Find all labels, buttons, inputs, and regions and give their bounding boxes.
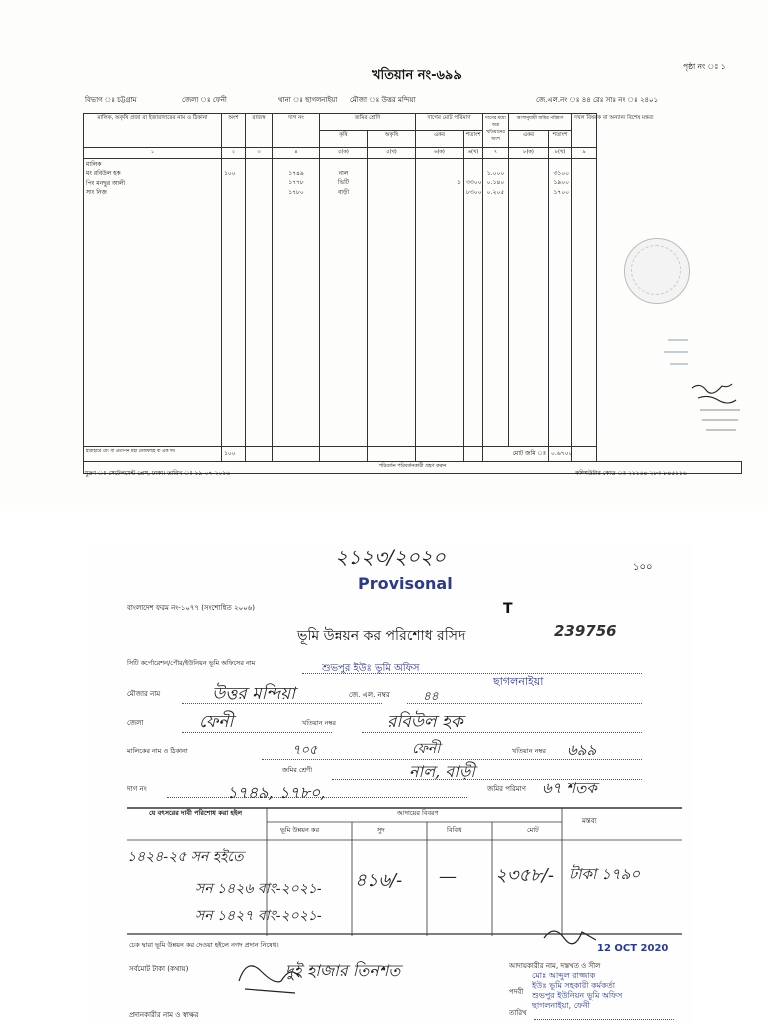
total-label: মোট জমি ঃ [483, 447, 549, 462]
share-area-value: ১৭০০ [553, 188, 570, 196]
payer-label: প্রদানকারীর নাম ও স্বাক্ষর [129, 1011, 199, 1019]
amount-words-value: দুই হাজার তিনশত [285, 961, 401, 980]
mouza-field: মৌজা ঃ উত্তর মন্দিয়া [350, 96, 416, 104]
header-remarks: দখল বিষয়ক বা অন্যান্য বিশেষ মন্তব্য [572, 114, 597, 148]
owner-address: সাং নিজ [86, 188, 107, 196]
date-label: তারিখ [509, 1009, 527, 1017]
share-cell [222, 159, 246, 447]
acre-value: ১ [457, 179, 462, 187]
dag-value: ১৭৪৯ [288, 170, 304, 177]
receipt-title: ভূমি উন্নয়ন কর পরিশোধ রসিদ [297, 628, 466, 644]
dag-value: ১৭৭৮ [288, 179, 304, 187]
collector-stamp-line: শুভপুর ইউনিয়ন ভূমি অফিস [532, 991, 623, 1000]
t-mark: T [503, 601, 513, 617]
hw-total-value: ২৩৫৮/- [495, 865, 554, 886]
col-num: ৫(খ) [368, 148, 416, 159]
payer-signature-icon [235, 951, 315, 1001]
share-area-value: ১৯০০ [553, 179, 570, 187]
owner-value: রবিউল হক [387, 712, 463, 732]
land-class-value: ভিটি [337, 179, 350, 187]
col-num: ৩ [246, 148, 273, 159]
mouza-label: মৌজার নাম [127, 690, 161, 698]
area-value: ৬৭ শতক [542, 779, 597, 797]
computer-code: কম্পিউটার কোড ঃ ২১১৫৪-২৮৩-৮৪৫১১৬ [575, 470, 687, 477]
tax-receipt [87, 543, 692, 1024]
non-agri-cell [368, 159, 416, 447]
acre-cell [416, 159, 464, 447]
collector-stamp-line: ছাগলনাইয়া, ফেনী [532, 1001, 590, 1010]
share-area-value: ৩১০০ [553, 170, 570, 177]
address-label: মালিকের নাম ও ঠিকানা [127, 747, 188, 755]
col-num: ৯ [572, 148, 597, 159]
col-num: ৭ [483, 148, 509, 159]
thana-field: থানা ঃ ছাগলনাইয়া [278, 96, 338, 104]
district-value: ফেনী [199, 712, 234, 732]
share-area-cell [549, 159, 572, 447]
dag-cell [273, 159, 320, 447]
mouza-value: উত্তর মন্দিয়া [212, 684, 296, 704]
provisional-stamp: Provisonal [358, 574, 453, 593]
land-class-value: বাড়ী [337, 188, 350, 196]
seal-stamp-icon [624, 238, 690, 304]
corner-mark: ১০০ [633, 562, 653, 573]
shatangsha-value: ৩৩০০ [466, 179, 482, 187]
owner-father: পিং মনছুর আলী [86, 179, 126, 187]
header-shatangsha-2: শতাংশ [549, 131, 572, 148]
header-non-agri: অকৃষি [368, 131, 416, 148]
jl-field: জে.এল.নং ঃ ৪৪ রেঃ সাঃ নং ঃ ২৪০১ [536, 96, 659, 104]
col-landtax-header: ভূমি উন্নয়ন কর [280, 826, 320, 834]
area-label: জমির পরিমাণ [487, 785, 526, 793]
initial-mark-icon [542, 923, 602, 943]
signature-annotation-icon [660, 330, 755, 440]
land-class-cell [320, 159, 368, 447]
owner-name: মং রবিউল হক [86, 170, 121, 178]
col-num: ৮(ক) [509, 148, 549, 159]
khatian-label: খতিয়ান নম্বর [512, 747, 546, 755]
col-interest-header: সুদ [377, 826, 385, 834]
col-num: ৬(ক) [416, 148, 464, 159]
hw-year-2: সন ১৪২৬ বাং-২০২১- [195, 881, 322, 897]
owner-cell [84, 159, 222, 447]
office-label: সিটি কর্পোরেশন/পৌর/ইউনিয়ন ভূমি অফিসের নাম [127, 659, 256, 667]
col-num: ২ [222, 148, 246, 159]
share-acre-cell [509, 159, 549, 447]
shatangsha-value: ৮৩০০ [466, 188, 482, 196]
total-row [84, 447, 742, 462]
hw-year-1: ১৪২৪-২৫ সন হইতে [127, 849, 244, 865]
print-info: মুদ্রণ ঃ সেটেলমেন্ট প্রেস, ঢাকা। তারিখ ঃ ১৯-০৭-২০১৬ [85, 470, 231, 477]
col-num: ৮(খ) [549, 148, 572, 159]
dag-label: দাগ নং [127, 785, 147, 793]
hw-tax-value: ৪১৬/- [355, 870, 403, 891]
revenue-cell [246, 159, 273, 447]
col-misc-header: বিবিধ [447, 826, 462, 834]
collector-label: আদায়কারীর নাম, দস্তখত ও সীল [509, 962, 601, 970]
division-field: বিভাগ ঃ চট্টগ্রাম [85, 96, 137, 104]
footer-share: ১০০ [222, 447, 246, 462]
upazila-value: ছাগলনাইয়া [493, 675, 544, 688]
collector-stamp-line: মোঃ আব্দুল রাজ্জাক [532, 971, 596, 980]
col-total-header: মোট [527, 826, 539, 834]
district-field: জেলা ঃ ফেনী [182, 96, 227, 104]
post-label: পদবী [509, 988, 524, 996]
district-label: জেলা [127, 719, 144, 727]
col-num: ৬(খ) [464, 148, 483, 159]
land-class-value: নাল, বাড়ী [409, 762, 475, 781]
page-number: পৃষ্ঠা নং ঃ ১ [683, 62, 726, 71]
handwritten-date: ২১২৩/২০২০ [335, 545, 446, 569]
land-class-value: নাল [338, 170, 349, 177]
header-agri: কৃষি [320, 131, 368, 148]
total-value: ০.৬৭০০ [549, 447, 572, 462]
header-land-class: জমির শ্রেণি [320, 114, 416, 131]
remarks-cell [572, 159, 597, 447]
hw-remarks-value: টাকা ১৭৯০ [569, 865, 641, 883]
header-acre-2: একর [509, 131, 549, 148]
column-number-row [84, 148, 742, 159]
header-share-in-dag: দাগের মধ্যে অত্র খতিয়ানের অংশ [483, 114, 509, 148]
header-share-area: অংশানুযায়ী জমির পরিমাণ [509, 114, 572, 131]
jl-value: ৪৪ [423, 689, 439, 703]
amount-words-label: সর্বমোট টাকা (কথায়) [129, 965, 189, 973]
table-content-row [84, 159, 742, 447]
collector-stamp [532, 971, 622, 1011]
footer-note: পরিবর্তন পরিবর্তনকারী গ্রহণ করুন [84, 462, 742, 474]
header-revenue: রাজস্ব [246, 114, 273, 148]
date-stamp: 12 OCT 2020 [597, 943, 669, 954]
owner-heading: মালিক [86, 161, 102, 168]
form-number: বাংলাদেশ ফরম নং-১০৭৭ (সংশোধিত ২০০৬) [127, 604, 255, 612]
shatangsha-cell [464, 159, 483, 447]
header-total-area: দাগের মোট পরিমাণ [416, 114, 483, 131]
col-demand-header: আদায়ের বিবরণ [397, 809, 439, 817]
khatian-value: ৬৯৯ [567, 741, 597, 759]
khatian-sheet [0, 0, 768, 505]
address-value: ৭০৫ [292, 743, 318, 758]
header-owner: মালিক, অকৃষি প্রজা বা ইজারাদারের নাম ও ঠিকানা [84, 114, 222, 148]
hw-year-3: সন ১৪২৭ বাং-২০২১- [195, 908, 322, 924]
khatian-title: খতিয়ান নং-৬৯৯ [372, 68, 462, 83]
jl-label: জে. এল. নম্বর [349, 691, 390, 699]
holding-label: খতিয়ান নম্বর [302, 719, 336, 727]
share-value: ১০০ [224, 170, 236, 177]
address-value-2: ফেনী [412, 741, 441, 757]
col-num: ১ [84, 148, 222, 159]
table-header-row [84, 114, 742, 131]
dag-value: ১৭৮০ [288, 188, 304, 196]
header-dag: দাগ নং [273, 114, 320, 148]
col-year-header: যে বৎসরের দাবী পরিশোধ করা হইল [149, 809, 243, 817]
share-in-dag-value: ০.২০৫ [486, 188, 505, 196]
dag-value: ১৭৪৯, ১৭৮০, [227, 783, 326, 802]
header-shatangsha: শতাংশ [464, 131, 483, 148]
col-num: ৫(ক) [320, 148, 368, 159]
header-acre: একর [416, 131, 464, 148]
header-share: অংশ [222, 114, 246, 148]
share-in-dag-value: ১.০০০ [486, 170, 505, 177]
collector-stamp-line: ইউঃ ভূমি সহকারী কর্মকর্তা [532, 981, 616, 990]
share-in-dag-value: ০.১৪০ [486, 179, 505, 187]
cheque-note: চেক দ্বারা ভূমি উন্নয়ন কর দেওয়া হইলে নগদ প্রদান নিষেধ। [129, 941, 279, 949]
footer-left-note: হারাহারে মেং বা প্রতাপন মহা মেজফছহ বা এক দম [84, 447, 222, 462]
land-class-label: জমির শ্রেণী [282, 766, 313, 774]
col-remarks-header: মন্তব্য [582, 817, 597, 825]
share-in-dag-cell [483, 159, 509, 447]
office-value: শুভপুর ইউঃ ভূমি অফিস [322, 663, 420, 674]
receipt-number: 239756 [554, 622, 617, 640]
col-num: ৪ [273, 148, 320, 159]
hw-interest-value: — [439, 866, 457, 887]
